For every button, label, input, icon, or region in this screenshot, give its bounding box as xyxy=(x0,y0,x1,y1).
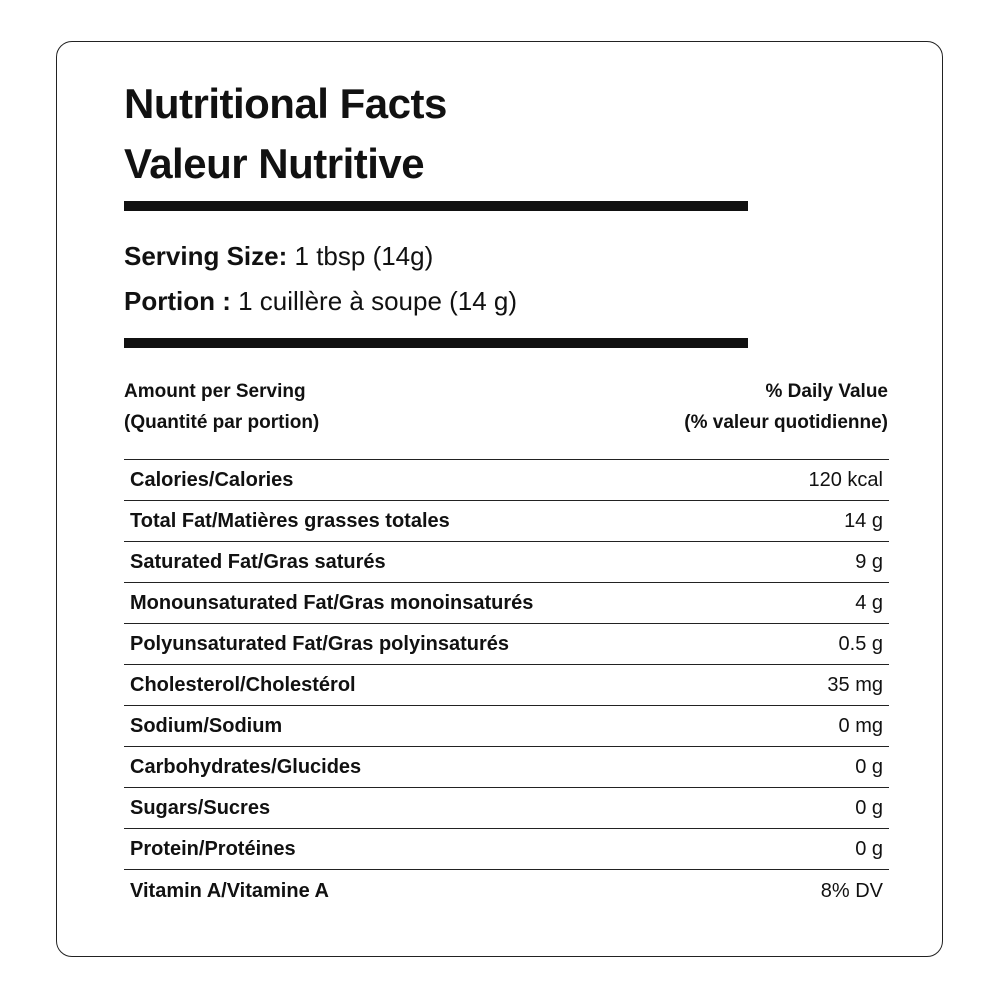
nutrient-label: Carbohydrates/Glucides xyxy=(130,756,362,778)
nutrient-value: 0.5 g xyxy=(838,633,883,655)
nutrient-row-calories xyxy=(124,460,889,501)
nutrient-row-polyunsaturated-fat xyxy=(124,624,889,665)
title-french: Valeur Nutritive xyxy=(124,140,425,187)
nutrient-row-vitamin-a xyxy=(124,870,889,911)
portion-value: 1 cuillère à soupe (14 g) xyxy=(238,286,518,316)
nutrient-value: 0 g xyxy=(855,797,883,819)
nutrient-value: 8% DV xyxy=(820,879,883,902)
serving-size-label: Serving Size: xyxy=(124,241,288,271)
nutrient-value: 120 kcal xyxy=(808,469,883,491)
serving-divider xyxy=(124,338,748,348)
nutrient-value: 35 mg xyxy=(827,674,883,696)
nutrient-label: Sugars/Sucres xyxy=(130,797,271,819)
nutrient-value: 4 g xyxy=(855,592,883,614)
portion-label: Portion : xyxy=(124,286,231,316)
nutrient-label: Cholesterol/Cholestérol xyxy=(130,674,356,696)
title-divider xyxy=(124,201,748,211)
serving-size-english xyxy=(124,243,433,269)
amount-per-serving-heading: Amount per Serving xyxy=(124,381,306,402)
valeur-quotidienne-heading: (% valeur quotidienne) xyxy=(684,412,888,433)
nutrient-row-protein xyxy=(124,829,889,870)
nutrient-label: Vitamin A/Vitamine A xyxy=(130,879,329,902)
nutrient-label: Saturated Fat/Gras saturés xyxy=(130,551,386,573)
nutrient-row-sodium xyxy=(124,706,889,747)
nutrient-table xyxy=(124,459,889,911)
nutrient-row-total-fat xyxy=(124,501,889,542)
nutrient-row-carbohydrates xyxy=(124,747,889,788)
nutrient-row-monounsaturated-fat xyxy=(124,583,889,624)
serving-size-value: 1 tbsp (14g) xyxy=(294,241,434,271)
nutrient-row-saturated-fat xyxy=(124,542,889,583)
nutrient-row-cholesterol xyxy=(124,665,889,706)
nutrient-label: Polyunsaturated Fat/Gras polyinsaturés xyxy=(130,633,509,655)
nutrient-label: Monounsaturated Fat/Gras monoinsaturés xyxy=(130,592,534,614)
nutrient-label: Calories/Calories xyxy=(130,469,294,491)
nutrient-label: Protein/Protéines xyxy=(130,838,296,860)
serving-size-french xyxy=(124,288,517,314)
nutrient-value: 14 g xyxy=(844,510,883,532)
daily-value-heading: % Daily Value xyxy=(765,381,888,402)
nutrient-value: 0 g xyxy=(855,756,883,778)
nutrient-value: 0 g xyxy=(855,838,883,860)
quantite-par-portion-heading: (Quantité par portion) xyxy=(124,412,320,433)
nutrient-label: Sodium/Sodium xyxy=(130,715,283,737)
title-english: Nutritional Facts xyxy=(124,80,447,127)
nutrient-label: Total Fat/Matières grasses totales xyxy=(130,510,450,532)
nutrient-row-sugars xyxy=(124,788,889,829)
nutrient-value: 9 g xyxy=(855,551,883,573)
nutrient-value: 0 mg xyxy=(838,715,883,737)
